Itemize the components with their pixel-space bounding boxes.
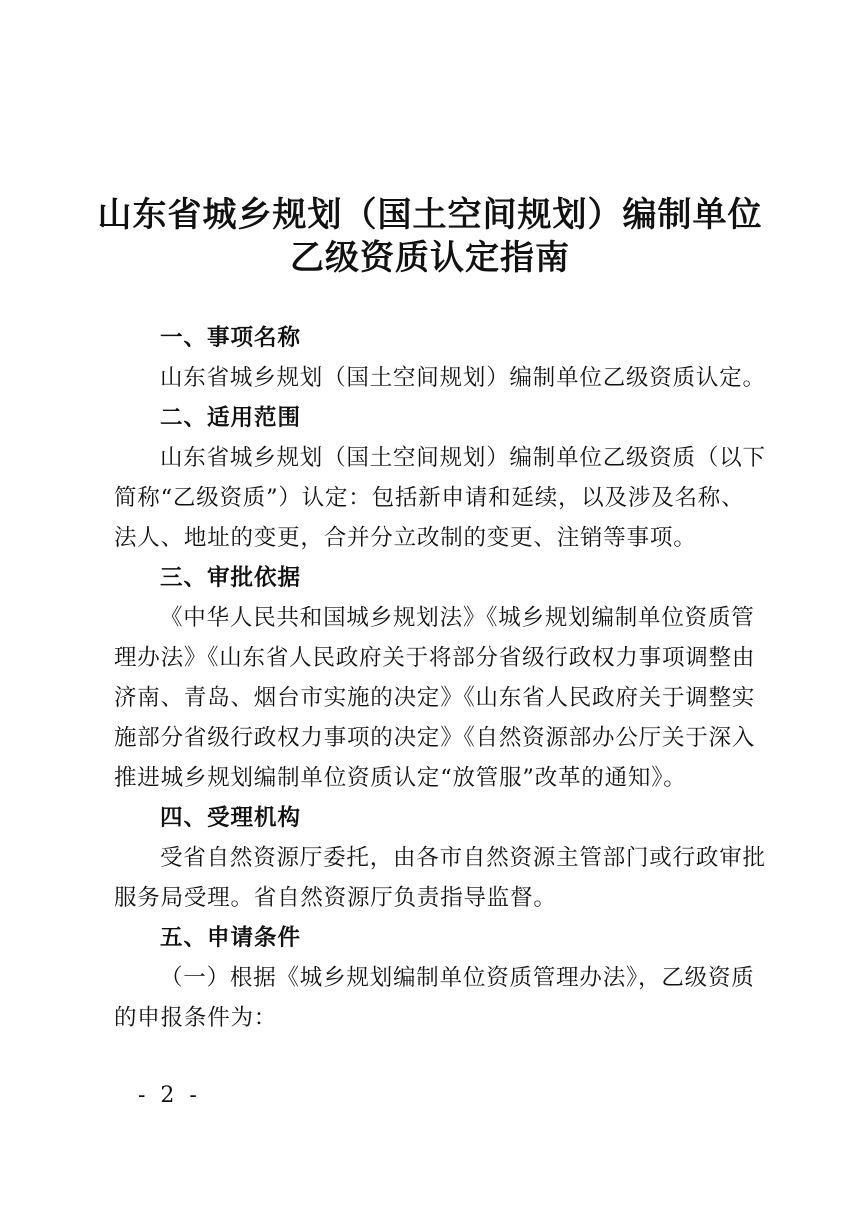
document-body [114,318,766,1038]
section-heading-legal-basis: 三、审批依据 [160,565,302,591]
paragraph-line: （一）根据《城乡规划编制单位资质管理办法》，乙级资质 [160,965,755,991]
paragraph-line: 推进城乡规划编制单位资质认定“放管服”改革的通知》。 [114,765,687,791]
paragraph-line: 简称“乙级资质”）认定：包括新申请和延续，以及涉及名称、 [114,485,745,511]
section-heading-accepting-agency: 四、受理机构 [160,805,302,831]
paragraph-line: 受省自然资源厅委托，由各市自然资源主管部门或行政审批 [160,845,766,871]
paragraph-line: 理办法》《山东省人民政府关于将部分省级行政权力事项调整由 [114,645,756,671]
paragraph-line: 山东省城乡规划（国土空间规划）编制单位乙级资质（以下 [160,445,766,471]
paragraph-line: 山东省城乡规划（国土空间规划）编制单位乙级资质认定。 [160,365,766,391]
document-title-line-1: 山东省城乡规划（国土空间规划）编制单位 [97,195,763,235]
paragraph-line: 施部分省级行政权力事项的决定》《自然资源部办公厅关于深入 [114,725,756,751]
section-heading-application-conditions: 五、申请条件 [160,925,302,951]
paragraph-line: 济南、青岛、烟台市实施的决定》《山东省人民政府关于调整实 [114,685,756,711]
document-title-line-2: 乙级资质认定指南 [290,238,570,278]
paragraph-line: 《中华人民共和国城乡规划法》《城乡规划编制单位资质管 [160,605,755,631]
page-number: - 2 - [138,1083,201,1108]
section-heading-scope: 二、适用范围 [160,405,302,431]
paragraph-line: 的申报条件为： [114,1005,278,1031]
paragraph-line: 法人、地址的变更，合并分立改制的变更、注销等事项。 [114,525,697,551]
paragraph-line: 服务局受理。省自然资源厅负责指导监督。 [114,885,557,911]
section-heading-item-name: 一、事项名称 [160,325,302,351]
